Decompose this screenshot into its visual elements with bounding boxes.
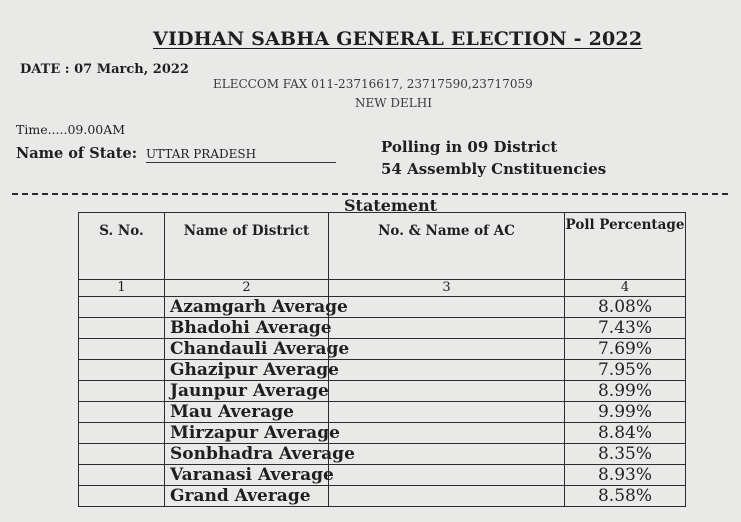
poll-percentage-cell: 8.08%: [565, 297, 686, 318]
district-name-cell: Sonbhadra Average: [165, 444, 329, 465]
sno-cell: [79, 381, 165, 402]
district-name-cell: Grand Average: [165, 486, 329, 507]
poll-percentage-cell: 8.35%: [565, 444, 686, 465]
document-title: VIDHAN SABHA GENERAL ELECTION - 2022: [153, 28, 643, 50]
column-number: 1: [79, 280, 165, 297]
district-name-cell: Jaunpur Average: [165, 381, 329, 402]
city-text: NEW DELHI: [355, 96, 432, 110]
column-number-row: [79, 280, 686, 297]
poll-percentage-cell: 8.93%: [565, 465, 686, 486]
dashed-divider: [12, 193, 728, 195]
sno-cell: [79, 486, 165, 507]
date-text: DATE : 07 March, 2022: [20, 62, 189, 77]
ac-cell: [329, 465, 565, 486]
district-name-cell: Chandauli Average: [165, 339, 329, 360]
table-row: [79, 381, 686, 402]
polling-districts: Polling in 09 District: [381, 138, 558, 156]
ac-cell: [329, 486, 565, 507]
poll-percentage-cell: 8.58%: [565, 486, 686, 507]
column-number: 4: [565, 280, 686, 297]
table-row: [79, 465, 686, 486]
statement-heading: Statement: [344, 196, 438, 215]
assembly-constituencies: 54 Assembly Cnstituencies: [381, 160, 607, 178]
ac-cell: [329, 381, 565, 402]
column-number: 3: [329, 280, 565, 297]
column-header: No. & Name of AC: [329, 213, 565, 280]
poll-percentage-cell: 7.69%: [565, 339, 686, 360]
poll-percentage-cell: 8.99%: [565, 381, 686, 402]
table-row: [79, 486, 686, 507]
sno-cell: [79, 465, 165, 486]
state-value: UTTAR PRADESH: [146, 147, 336, 163]
table-row: [79, 297, 686, 318]
district-name-cell: Azamgarh Average: [165, 297, 329, 318]
ac-cell: [329, 297, 565, 318]
ac-cell: [329, 360, 565, 381]
time-text: Time.....09.00AM: [16, 122, 126, 137]
column-number: 2: [165, 280, 329, 297]
district-name-cell: Ghazipur Average: [165, 360, 329, 381]
statement-table-wrap: [78, 212, 685, 507]
sno-cell: [79, 339, 165, 360]
ac-cell: [329, 423, 565, 444]
table-row: [79, 402, 686, 423]
sno-cell: [79, 318, 165, 339]
sno-cell: [79, 297, 165, 318]
table-row: [79, 444, 686, 465]
table-row: [79, 423, 686, 444]
table-header-row: [79, 213, 686, 280]
column-header: Name of District: [165, 213, 329, 280]
district-name-cell: Varanasi Average: [165, 465, 329, 486]
ac-cell: [329, 339, 565, 360]
statement-table: [78, 212, 686, 507]
column-header: Poll Percentage: [565, 213, 686, 280]
district-name-cell: Bhadohi Average: [165, 318, 329, 339]
poll-percentage-cell: 8.84%: [565, 423, 686, 444]
state-label: Name of State:: [16, 145, 138, 162]
table-row: [79, 339, 686, 360]
sno-cell: [79, 402, 165, 423]
ac-cell: [329, 318, 565, 339]
poll-percentage-cell: 9.99%: [565, 402, 686, 423]
table-row: [79, 360, 686, 381]
poll-percentage-cell: 7.95%: [565, 360, 686, 381]
poll-percentage-cell: 7.43%: [565, 318, 686, 339]
fax-numbers: ELECCOM FAX 011-23716617, 23717590,23717059: [213, 77, 533, 91]
sno-cell: [79, 444, 165, 465]
sno-cell: [79, 423, 165, 444]
ac-cell: [329, 402, 565, 423]
table-row: [79, 318, 686, 339]
column-header: S. No.: [79, 213, 165, 280]
sno-cell: [79, 360, 165, 381]
district-name-cell: Mau Average: [165, 402, 329, 423]
district-name-cell: Mirzapur Average: [165, 423, 329, 444]
ac-cell: [329, 444, 565, 465]
